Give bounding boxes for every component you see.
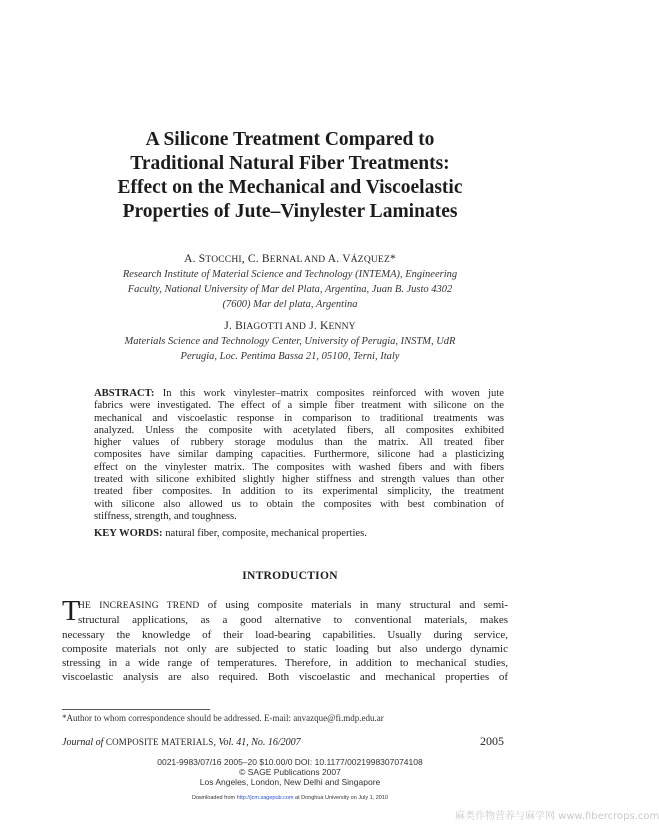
affiliation-line: Materials Science and Technology Center, University of Perugia, INSTM, UdR xyxy=(124,336,456,347)
author-text: J. K xyxy=(306,320,329,332)
abstract-line: treated with silicone exhibited slightly higher stiffness and strength values than other xyxy=(94,474,504,486)
intro-line: necessary the knowledge of their load-bearing capabilities. Usually during service, xyxy=(62,628,508,641)
watermark: 麻类作物营养与麻学网 www.fibercrops.com xyxy=(455,811,659,822)
title-line: Properties of Jute–Vinylester Laminates xyxy=(122,201,458,222)
author-text: , C. B xyxy=(241,253,270,265)
pub-line: © SAGE Publications 2007 xyxy=(239,767,341,777)
abstract-line: stiffness, strength, and toughness. xyxy=(94,510,237,522)
abstract-line: analyzed. Unless the composite with acetylated fibers, all composites exhibited xyxy=(94,424,504,436)
footnote-rule xyxy=(62,709,210,710)
affiliation-1 xyxy=(40,267,540,312)
abstract-label: ABSTRACT: xyxy=(94,388,155,399)
pub-line: 0021-9983/07/16 2005–20 $10.00/0 DOI: 10.1177/0021998307074108 xyxy=(157,757,423,767)
author-text: ENNY xyxy=(328,322,356,332)
keywords-text: natural fiber, composite, mechanical properties. xyxy=(162,528,367,539)
intro-body xyxy=(62,595,509,685)
intro-smallcaps: HE INCREASING TREND xyxy=(78,601,200,611)
authors-group-1 xyxy=(40,253,540,265)
author-text: IAGOTTI AND xyxy=(242,322,307,332)
abstract-line: mechanical and viscoelastic response in comparison to traditional treatments was xyxy=(94,412,504,424)
intro-line: structural applications, as a good alternative to conventional materials, makes xyxy=(78,614,508,627)
abstract-line: higher values of rubbery storage modulus than the matrix. All treated fiber xyxy=(94,437,504,449)
author-text: TOCCHI xyxy=(205,255,242,265)
abstract-line: composites have similar damping capacities. Furthermore, silicone had a plasticizing xyxy=(94,449,504,461)
title-line: Effect on the Mechanical and Viscoelastic xyxy=(117,177,463,198)
keywords-label: KEY WORDS: xyxy=(94,528,163,539)
footnote: *Author to whom correspondence should be addressed. E-mail: anvazque@fi.mdp.edu.ar xyxy=(62,713,384,723)
journal-link[interactable]: http://jcm.sagepub.com xyxy=(236,795,294,801)
author-text: ÁZQUEZ xyxy=(350,255,390,265)
abstract-line: treated fiber composites. In addition to its experimental simplicity, the treatment xyxy=(94,486,504,498)
pub-line: Los Angeles, London, New Delhi and Singapore xyxy=(199,777,381,787)
authors-group-2 xyxy=(40,320,540,332)
affiliation-line: Research Institute of Material Science and Technology (INTEMA), Engineering xyxy=(122,269,458,280)
author-text: A. V xyxy=(325,253,351,265)
author-text: J. B xyxy=(224,320,243,332)
abstract xyxy=(94,388,504,523)
affiliation-line: Faculty, National University of Mar del Plata, Argentina, Juan B. Justo 4302 xyxy=(127,284,453,295)
journal-prefix: Journal of xyxy=(62,737,106,748)
download-suffix: at Donghua University on July 1, 2010 xyxy=(293,795,388,801)
affiliation-2 xyxy=(40,334,540,364)
paper-title xyxy=(40,128,540,224)
affiliation-line: (7600) Mar del plata, Argentina xyxy=(222,299,358,310)
corresponding-marker: * xyxy=(389,253,396,265)
journal-citation xyxy=(62,737,301,748)
abstract-line: with silicone also allowed us to obtain the composites with best combination of xyxy=(94,498,504,510)
author-text: A. S xyxy=(184,253,206,265)
intro-line: stressing in a wide range of temperatures. Therefore, in addition to mechanical studies, xyxy=(62,657,508,670)
drop-cap: T xyxy=(62,595,80,627)
download-notice xyxy=(90,795,490,801)
intro-line: viscoelastic analysis are also required. Both viscoelastic and mechanical properties of xyxy=(62,671,508,684)
journal-suffix: , Vol. 41, No. 16/2007 xyxy=(213,737,301,748)
abstract-line: effect on the vinylester matrix. The composites with washed fibers and with fibers xyxy=(94,461,504,473)
publication-info xyxy=(90,757,490,787)
intro-line: composite materials not only are subjected to static loading but also undergo dynamic xyxy=(62,642,508,655)
affiliation-line: Perugia, Loc. Pentima Bassa 21, 05100, Terni, Italy xyxy=(180,351,400,362)
abstract-line: In this work vinylester–matrix composites reinforced with woven jute xyxy=(154,388,504,399)
intro-line: of using composite materials in many structural and semi- xyxy=(199,599,509,611)
download-prefix: Downloaded from xyxy=(192,795,237,801)
abstract-line: fabrics were investigated. The effect of a simple fiber treatment with silicone on the xyxy=(94,400,504,412)
title-line: A Silicone Treatment Compared to xyxy=(145,129,435,150)
author-text: ERNAL AND xyxy=(269,255,326,265)
journal-name: COMPOSITE MATERIALS xyxy=(105,737,214,747)
keywords xyxy=(94,528,504,539)
section-heading: INTRODUCTION xyxy=(242,570,338,582)
title-line: Traditional Natural Fiber Treatments: xyxy=(130,153,450,174)
page-number: 2005 xyxy=(480,734,504,748)
